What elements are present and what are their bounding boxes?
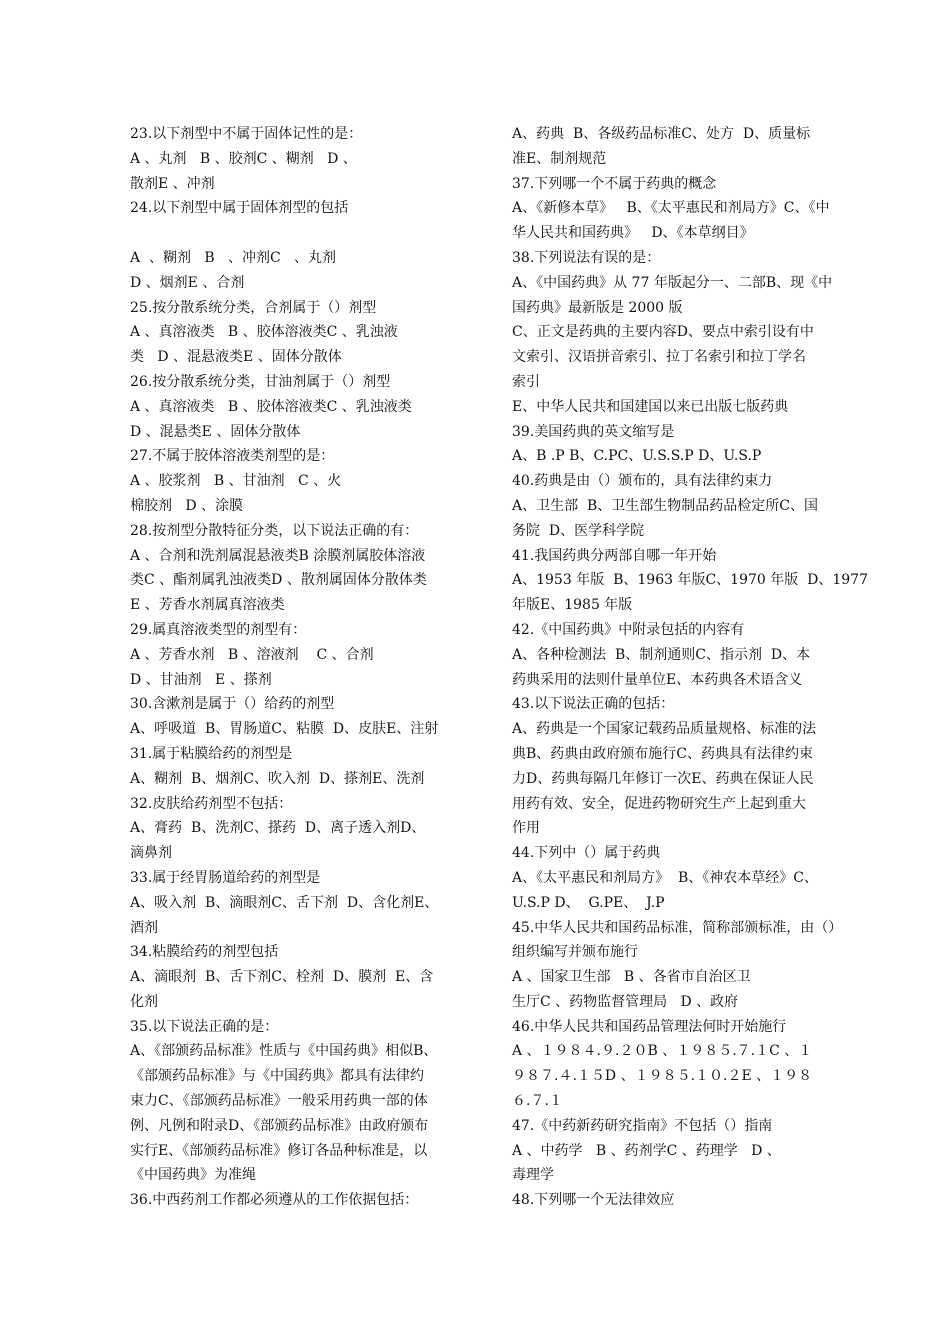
text-line: 组织编写并颁布施行 [512, 944, 638, 961]
text-line: 年版E、1985 年版 [512, 597, 633, 614]
text-line [130, 221, 460, 246]
text-line: ９８７.４.１５D 、１９８５.１０.２E 、１９８ [512, 1068, 813, 1085]
text-line: 棉胶剂 D 、涂膜 [130, 497, 244, 514]
text-line: A、药典是一个国家记载药品质量规格、标准的法 [512, 721, 817, 738]
text-line: 24.以下剂型中属于固体剂型的包括 [130, 200, 349, 217]
text-line: 药典采用的法则什量单位E、本药典各术语含义 [512, 671, 803, 688]
text-line: U.S.P D、 G.PE、 J.P [512, 894, 665, 911]
text-line: 《部颁药品标准》与《中国药典》都具有法律约 [130, 1068, 424, 1085]
text-line: 39.美国药典的英文缩写是 [512, 423, 675, 440]
text-line: 化剂 [130, 993, 158, 1010]
text-line: E 、芳香水剂属真溶液类 [130, 597, 285, 614]
text-line: 26.按分散系统分类，甘油剂属于（）剂型 [130, 373, 391, 390]
text-line: A、各种检测法 B、制剂通则C、指示剂 D、本 [512, 646, 811, 663]
text-line: A 、国家卫生部 B 、各省市自治区卫 [512, 969, 751, 986]
text-line: 41.我国药典分两部自哪一年开始 [512, 547, 717, 564]
text-line: 文索引、汉语拼音索引、拉丁名索引和拉丁学名 [512, 349, 806, 366]
text-line: A 、丸剂 B 、胶剂C 、糊剂 D 、 [130, 150, 357, 167]
text-line: 35.以下说法正确的是： [130, 1018, 279, 1035]
text-line: A 、１９８４.９.２０B 、１９８５.７.１C 、１ [512, 1043, 813, 1060]
text-line: 46.中华人民共和国药品管理法何时开始施行 [512, 1018, 787, 1035]
text-line: 37.下列哪一个不属于药典的概念 [512, 175, 717, 192]
text-line: 34.粘膜给药的剂型包括 [130, 944, 279, 961]
text-line: D 、烟剂E 、合剂 [130, 274, 245, 291]
text-line: ６.７.１ [512, 1093, 563, 1110]
left-column [130, 122, 460, 1213]
text-line: 《中国药典》为准绳 [130, 1167, 256, 1184]
text-line: 31.属于粘膜给药的剂型是 [130, 745, 293, 762]
text-line: 27.不属于胶体溶液类剂型的是： [130, 448, 335, 465]
text-line: 38.下列说法有误的是： [512, 249, 661, 266]
text-line: 力D、药典每隔几年修订一次E、药典在保证人民 [512, 770, 814, 787]
text-line: A、吸入剂 B、滴眼剂C、舌下剂 D、含化剂E、 [130, 894, 439, 911]
text-line: 43.以下说法正确的包括： [512, 696, 675, 713]
text-line: 束力C、《部颁药品标准》一般采用药典一部的体 [130, 1093, 428, 1110]
text-line: 类 D 、混悬液类E 、固体分散体 [130, 349, 342, 366]
text-line: 47.《中药新药研究指南》不包括（）指南 [512, 1117, 773, 1134]
text-line: A、药典 B、各级药品标准C、处方 D、质量标 [512, 126, 811, 142]
text-line: A 、芳香水剂 B 、溶液剂 C 、合剂 [130, 646, 374, 663]
text-line: A、呼吸道 B、胃肠道C、粘膜 D、皮肤E、注射 [130, 721, 439, 738]
text-line: 用药有效、安全，促进药物研究生产上起到重大 [512, 795, 806, 812]
text-line: 33.属于经胃肠道给药的剂型是 [130, 869, 321, 886]
text-line: A、滴眼剂 B、舌下剂C、栓剂 D、膜剂 E、含 [130, 969, 434, 986]
text-line: C、正文是药典的主要内容D、要点中索引设有中 [512, 324, 814, 341]
text-line: 40.药典是由（）颁布的，具有法律约束力 [512, 473, 773, 490]
text-line: A 、真溶液类 B 、胶体溶液类C 、乳浊液类 [130, 398, 412, 415]
text-line: 散剂E 、冲剂 [130, 175, 215, 192]
text-line: A、1953 年版 B、1963 年版C、1970 年版 D、1977 [512, 572, 869, 589]
text-line: 29.属真溶液类型的剂型有： [130, 621, 307, 638]
text-line: 例、凡例和附录D、《部颁药品标准》由政府颁布 [130, 1117, 429, 1134]
text-line: 国药典》最新版是 2000 版 [512, 299, 683, 316]
text-line: A、卫生部 B、卫生部生物制品药品检定所C、国 [512, 497, 819, 514]
text-line: A 、中药学 B 、药剂学C 、药理学 D 、 [512, 1142, 781, 1159]
text-line: A 、胶浆剂 B 、甘油剂 C 、火 [130, 473, 342, 490]
text-line: A 、合剂和洗剂属混悬液类B 涂膜剂属胶体溶液 [130, 547, 426, 564]
text-line: A、《部颁药品标准》性质与《中国药典》相似B、 [130, 1043, 438, 1060]
text-line: A、B .P B、C.PC、U.S.S.P D、U.S.P [512, 448, 762, 465]
text-line: 30.含漱剂是属于（）给药的剂型 [130, 696, 335, 713]
text-line: A、《新修本草》 B、《太平惠民和剂局方》C、《中 [512, 200, 830, 217]
text-line: 生厅C 、药物监督管理局 D 、政府 [512, 993, 739, 1010]
text-line: 45.中华人民共和国药品标准，简称部颁标准，由（） [512, 919, 843, 936]
text-line: 作用 [512, 820, 540, 837]
text-line: 索引 [512, 373, 540, 390]
text-line: 准E、制剂规范 [512, 150, 607, 167]
text-line: 23.以下剂型中不属于固体记性的是： [130, 126, 363, 142]
text-line: 类C 、酯剂属乳浊液类D 、散剂属固体分散体类 [130, 572, 427, 589]
text-line: 44.下列中（）属于药典 [512, 845, 661, 862]
text-line: 25.按分散系统分类，合剂属于（）剂型 [130, 299, 377, 316]
text-line: A 、真溶液类 B 、胶体溶液类C 、乳浊液 [130, 324, 398, 341]
text-line: 28.按剂型分散特征分类，以下说法正确的有： [130, 522, 419, 539]
text-line: 实行E、《部颁药品标准》修订各品种标准是，以 [130, 1142, 428, 1159]
text-line: 36.中西药剂工作都必须遵从的工作依据包括： [130, 1192, 419, 1209]
text-line: 滴鼻剂 [130, 845, 172, 862]
text-line: 典B、药典由政府颁布施行C、药典具有法律约束 [512, 745, 813, 762]
text-line: D 、混悬类E 、固体分散体 [130, 423, 301, 440]
text-line: 务院 D、医学科学院 [512, 522, 645, 539]
text-line: A、《太平惠民和剂局方》 B、《神农本草经》C、 [512, 869, 819, 886]
text-line: 酒剂 [130, 919, 158, 936]
text-line: 华人民共和国药典》 D、《本草纲目》 [512, 225, 754, 242]
text-line: 42.《中国药典》中附录包括的内容有 [512, 621, 745, 638]
text-line: A、《中国药典》从 77 年版起分一、二部B、现《中 [512, 274, 833, 291]
text-line: 48.下列哪一个无法律效应 [512, 1192, 675, 1209]
right-column [512, 122, 869, 1213]
text-line: E、中华人民共和国建国以来已出版七版药典 [512, 398, 789, 415]
text-line: 毒理学 [512, 1167, 554, 1184]
text-line: A、糊剂 B、烟剂C、吹入剂 D、搽剂E、洗剂 [130, 770, 425, 787]
text-line: D 、甘油剂 E 、搽剂 [130, 671, 272, 688]
text-line: 32.皮肤给药剂型不包括： [130, 795, 293, 812]
text-line: A、膏药 B、洗剂C、搽药 D、离子透入剂D、 [130, 820, 426, 837]
text-line: A 、糊剂 B 、冲剂C 、丸剂 [130, 249, 337, 266]
